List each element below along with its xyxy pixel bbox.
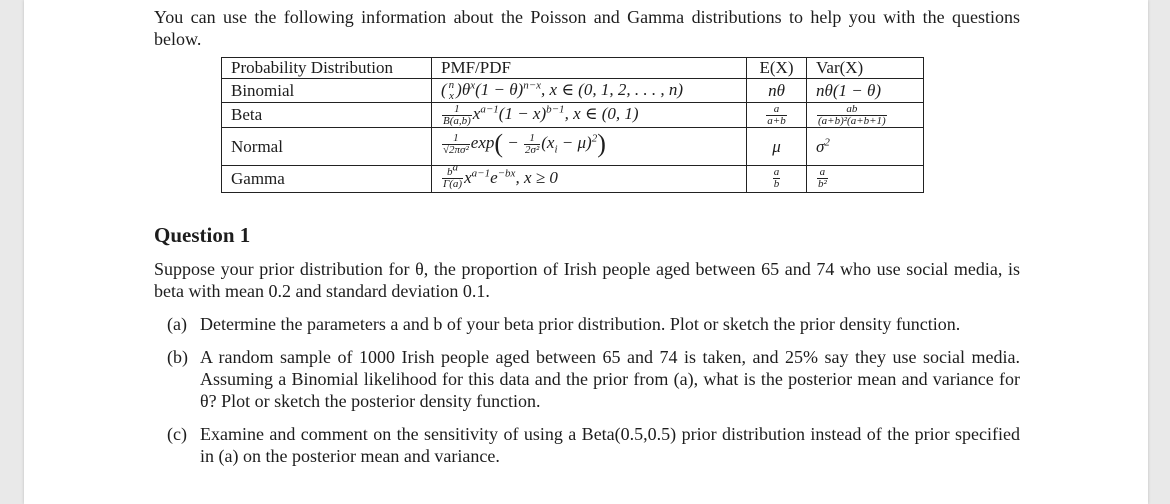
binomial-variance: nθ(1 − θ) xyxy=(807,79,924,103)
row-name: Beta xyxy=(222,103,432,128)
binomial-pmf: ( n x )$\theta^x(1 - \theta)^{n-x}$, x ∈ (0, 1, 2, . . . , n) xyxy=(432,79,747,103)
question-part-a xyxy=(167,313,1020,335)
table-row-beta xyxy=(222,103,924,128)
document-page xyxy=(24,0,1148,504)
normal-pdf: $\frac{1}{\text{√2πσ²}}$ exp( − $\frac{1}{\text{2σ²}}$ $(x_i - \mu)^2$) xyxy=(432,127,747,165)
distribution-table xyxy=(221,57,924,193)
document-content xyxy=(154,6,1020,467)
binomial-mean: nθ xyxy=(747,79,807,103)
normal-variance: $\sigma^2$ xyxy=(807,127,924,165)
header-distribution: Probability Distribution xyxy=(222,58,432,79)
part-text: Determine the parameters a and b of your beta prior distribution. Plot or sketch the prior density function. xyxy=(200,313,961,334)
intro-text: You can use the following information about the Poisson and Gamma distributions to help you with the questions below. xyxy=(154,7,1020,49)
gamma-variance: $\frac{a}{\text{b²}}$ xyxy=(807,165,924,192)
gamma-pdf: $\frac{b^a}{\Gamma(a)}$ $x^{a-1}e^{-bx}$, x ≥ 0 xyxy=(432,165,747,192)
row-name: Binomial xyxy=(222,79,432,103)
beta-mean: $\frac{a}{a+b}$ xyxy=(747,103,807,128)
header-pmf-pdf: PMF/PDF xyxy=(432,58,747,79)
row-name: Gamma xyxy=(222,165,432,192)
part-text: Examine and comment on the sensitivity of using a Beta(0.5,0.5) prior distribution instead of the prior specified in (a) on the posterior mean and variance. xyxy=(200,423,1020,466)
part-text: A random sample of 1000 Irish people aged between 65 and 74 is taken, and 25% say they use social media. Assuming a Binomial likelihood for this data and the prior from (a), what is the posterior mean and variance for θ? Plot or sketch the posterior density function. xyxy=(200,346,1020,411)
beta-variance: $\frac{ab}{\text{(a+b)²(a+b+1)}}$ xyxy=(807,103,924,128)
row-name: Normal xyxy=(222,127,432,165)
table-row-normal xyxy=(222,127,924,165)
question-title: Question 1 xyxy=(154,222,251,247)
part-label: (b) xyxy=(167,346,188,367)
part-label: (c) xyxy=(167,423,187,444)
beta-pdf: $\frac{1}{B(a,b)}$ $x^{a-1}(1 - x)^{b-1}$, x ∈ (0, 1) xyxy=(432,103,747,128)
gamma-mean: $\frac{a}{b}$ xyxy=(747,165,807,192)
question-part-b xyxy=(167,346,1020,412)
question-text: Suppose your prior distribution for θ, the proportion of Irish people aged between 65 and 74 who use social media, is beta with mean 0.2 and standard deviation 0.1. xyxy=(154,258,1020,301)
table-header-row xyxy=(222,58,924,79)
table-row-gamma xyxy=(222,165,924,192)
part-label: (a) xyxy=(167,313,187,334)
normal-mean: μ xyxy=(747,127,807,165)
header-variance: Var(X) xyxy=(807,58,924,79)
header-expectation: E(X) xyxy=(747,58,807,79)
question-part-c xyxy=(167,423,1020,467)
table-row-binomial xyxy=(222,79,924,103)
